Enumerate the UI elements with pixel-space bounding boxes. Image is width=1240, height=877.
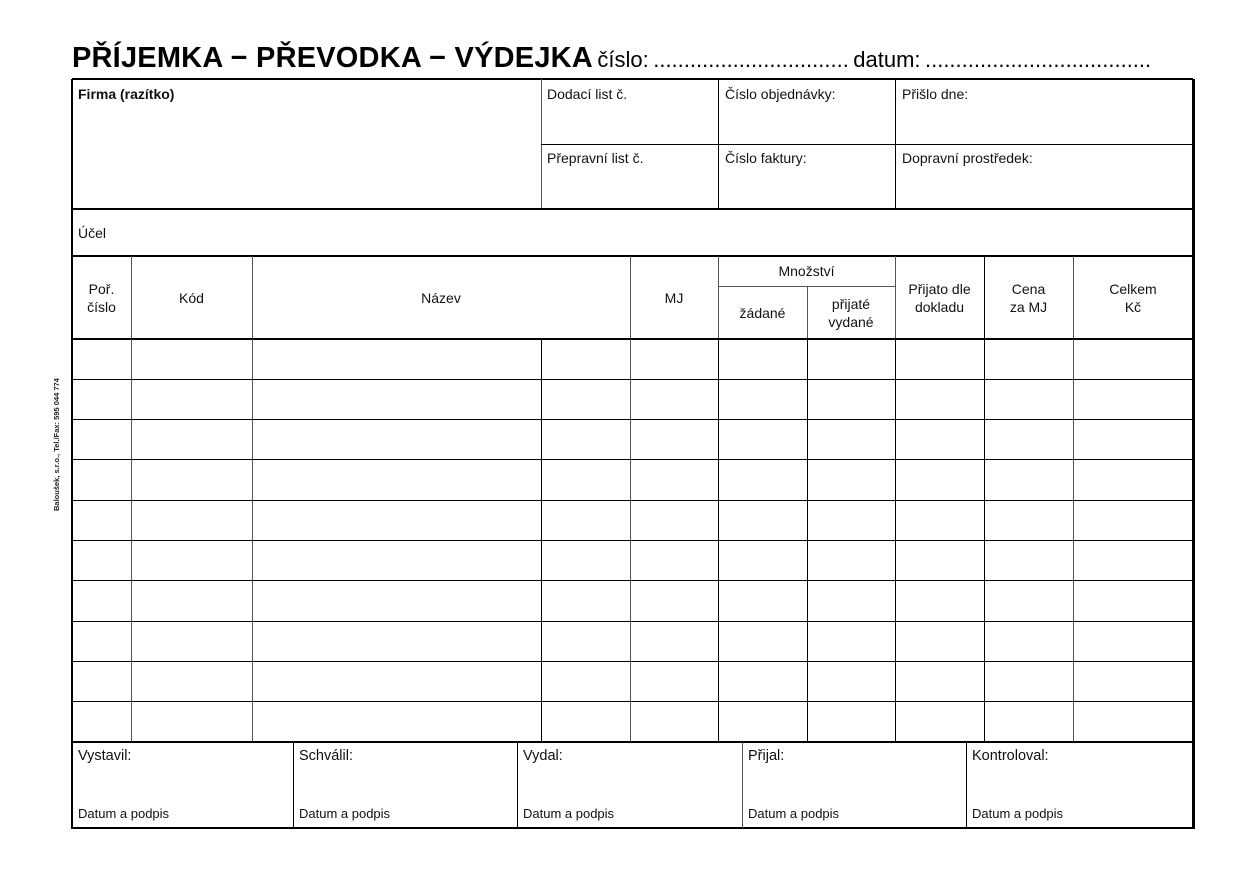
cell-nazev-b[interactable] [541, 581, 630, 621]
cell-celkem-kc[interactable] [1073, 379, 1193, 419]
cell-nazev-a[interactable] [252, 621, 541, 661]
vertical-rule [1073, 256, 1074, 339]
header-celkem-kc [1073, 256, 1193, 339]
cell-celkem-kc[interactable] [1073, 339, 1193, 379]
header-zadane: žádané [739, 304, 786, 321]
table-row [72, 661, 1193, 701]
cell-cena-za-mj[interactable] [984, 339, 1073, 379]
cell-nazev-b[interactable] [541, 702, 630, 742]
header-celkem-line2: Kč [1124, 298, 1142, 315]
header-cena-line1: Cena [1011, 280, 1046, 297]
ucel-field[interactable] [72, 209, 1193, 256]
vertical-rule [966, 742, 967, 828]
cell-prijate-vydane[interactable] [807, 661, 895, 701]
cell-cena-za-mj[interactable] [984, 661, 1073, 701]
cell-cena-za-mj[interactable] [984, 420, 1073, 460]
header-kod: Kód [179, 289, 204, 306]
row-divider [72, 540, 1193, 541]
cell-celkem-kc[interactable] [1073, 500, 1193, 540]
header-prijate-line2: vydané [828, 313, 874, 330]
number-field[interactable]: ................................ [653, 47, 849, 72]
cell-por-cislo[interactable] [72, 379, 131, 419]
header-por-cislo [72, 256, 131, 339]
cislo-objednavky-label: Číslo objednávky: [725, 86, 836, 102]
cell-prijato-dle-dokladu[interactable] [895, 460, 984, 500]
dopravni-prostredek-label: Dopravní prostředek: [902, 150, 1033, 166]
vertical-rule [718, 256, 719, 339]
cell-zadane[interactable] [718, 460, 807, 500]
table-row [72, 541, 1193, 581]
cell-nazev-a[interactable] [252, 339, 541, 379]
cell-kod[interactable] [131, 541, 252, 581]
frame-left [71, 79, 74, 829]
cell-por-cislo[interactable] [72, 702, 131, 742]
signature-field[interactable] [742, 742, 966, 828]
cell-prijato-dle-dokladu[interactable] [895, 379, 984, 419]
cell-prijate-vydane[interactable] [807, 500, 895, 540]
cell-nazev-a[interactable] [252, 661, 541, 701]
header-prijato-dle-dokladu [895, 256, 984, 339]
section-divider [72, 255, 1193, 257]
frame-right [1192, 79, 1195, 829]
horizontal-rule [718, 286, 895, 287]
prislo-dne-label: Přišlo dne: [902, 86, 969, 102]
table-row [72, 420, 1193, 460]
cell-prijato-dle-dokladu[interactable] [895, 581, 984, 621]
cell-zadane[interactable] [718, 379, 807, 419]
cell-zadane[interactable] [718, 661, 807, 701]
date-signature-label: Datum a podpis [748, 806, 840, 821]
signature-role-label: Vystavil: [78, 748, 132, 764]
printer-imprint [50, 368, 64, 513]
header-celkem-line1: Celkem [1109, 280, 1157, 297]
signature-role-label: Vydal: [523, 748, 563, 764]
cell-celkem-kc[interactable] [1073, 420, 1193, 460]
table-row [72, 702, 1193, 742]
cell-celkem-kc[interactable] [1073, 460, 1193, 500]
header-divider [72, 338, 1193, 341]
date-label: datum: [853, 47, 921, 72]
table-row [72, 500, 1193, 540]
date-signature-label: Datum a podpis [972, 806, 1064, 821]
cell-nazev-b[interactable] [541, 661, 630, 701]
frame-top [72, 78, 1193, 80]
row-divider [72, 500, 1193, 501]
header-cena-za-mj [984, 256, 1073, 339]
footer-divider [72, 741, 1193, 744]
signature-field[interactable] [966, 742, 1193, 828]
header-mnozstvi: Množství [778, 263, 835, 279]
date-field[interactable]: ..................................... [924, 47, 1152, 72]
cell-prijate-vydane[interactable] [807, 541, 895, 581]
vertical-rule [984, 256, 985, 339]
cell-nazev-b[interactable] [541, 420, 630, 460]
cell-cena-za-mj[interactable] [984, 500, 1073, 540]
table-row [72, 581, 1193, 621]
cell-mj[interactable] [630, 621, 718, 661]
cell-mj[interactable] [630, 702, 718, 742]
row-divider [72, 379, 1193, 380]
cell-por-cislo[interactable] [72, 581, 131, 621]
cell-cena-za-mj[interactable] [984, 702, 1073, 742]
table-row [72, 379, 1193, 419]
cell-por-cislo[interactable] [72, 420, 131, 460]
date-signature-label: Datum a podpis [299, 806, 391, 821]
signature-field[interactable] [293, 742, 517, 828]
cell-nazev-b[interactable] [541, 500, 630, 540]
cell-prijato-dle-dokladu[interactable] [895, 541, 984, 581]
cell-kod[interactable] [131, 581, 252, 621]
table-row [72, 621, 1193, 661]
cell-prijato-dle-dokladu[interactable] [895, 500, 984, 540]
header-prijate-vydane [807, 286, 895, 339]
cell-mj[interactable] [630, 420, 718, 460]
frame-bottom [72, 827, 1194, 830]
cell-por-cislo[interactable] [72, 500, 131, 540]
cell-cena-za-mj[interactable] [984, 621, 1073, 661]
cell-mj[interactable] [630, 541, 718, 581]
cell-prijato-dle-dokladu[interactable] [895, 661, 984, 701]
row-divider [72, 621, 1193, 622]
cell-prijato-dle-dokladu[interactable] [895, 621, 984, 661]
cell-nazev-a[interactable] [252, 460, 541, 500]
header-por-cislo-line2: číslo [87, 298, 116, 315]
cell-celkem-kc[interactable] [1073, 661, 1193, 701]
cell-nazev-a[interactable] [252, 379, 541, 419]
signature-role-label: Schválil: [299, 748, 353, 764]
ucel-label: Účel [78, 225, 107, 241]
horizontal-rule [541, 144, 1193, 145]
cell-kod[interactable] [131, 661, 252, 701]
vertical-rule [742, 742, 743, 828]
date-signature-label: Datum a podpis [523, 806, 615, 821]
firma-label: Firma (razítko) [78, 86, 175, 102]
vertical-rule [807, 286, 808, 339]
cell-cena-za-mj[interactable] [984, 379, 1073, 419]
section-divider [72, 208, 1193, 211]
cell-zadane[interactable] [718, 621, 807, 661]
cell-nazev-a[interactable] [252, 420, 541, 460]
cell-prijate-vydane[interactable] [807, 420, 895, 460]
dodaci-list-label: Dodací list č. [547, 86, 628, 102]
cell-por-cislo[interactable] [72, 621, 131, 661]
cell-cena-za-mj[interactable] [984, 460, 1073, 500]
signature-field[interactable] [517, 742, 742, 828]
number-label: číslo: [597, 47, 649, 72]
form-title [72, 42, 1151, 75]
cell-zadane[interactable] [718, 500, 807, 540]
cell-nazev-a[interactable] [252, 581, 541, 621]
row-divider [72, 701, 1193, 702]
cell-mj[interactable] [630, 500, 718, 540]
cell-mj[interactable] [630, 460, 718, 500]
cell-por-cislo[interactable] [72, 460, 131, 500]
cell-nazev-a[interactable] [252, 541, 541, 581]
cell-nazev-b[interactable] [541, 541, 630, 581]
cell-prijate-vydane[interactable] [807, 460, 895, 500]
prepravni-list-label: Přepravní list č. [547, 150, 644, 166]
cell-zadane[interactable] [718, 702, 807, 742]
signature-field[interactable] [72, 742, 293, 828]
cell-prijato-dle-dokladu[interactable] [895, 339, 984, 379]
header-prijato-line2: dokladu [914, 298, 965, 315]
cell-mj[interactable] [630, 661, 718, 701]
cell-kod[interactable] [131, 379, 252, 419]
table-row [72, 339, 1193, 379]
header-mj: MJ [664, 289, 684, 306]
cell-prijato-dle-dokladu[interactable] [895, 702, 984, 742]
cell-prijate-vydane[interactable] [807, 339, 895, 379]
signature-role-label: Kontroloval: [972, 748, 1049, 764]
cislo-faktury-label: Číslo faktury: [725, 150, 807, 166]
cell-kod[interactable] [131, 702, 252, 742]
header-por-cislo-line1: Poř. [88, 280, 115, 297]
row-divider [72, 419, 1193, 420]
cell-mj[interactable] [630, 581, 718, 621]
cell-cena-za-mj[interactable] [984, 581, 1073, 621]
vertical-rule [517, 742, 518, 828]
cell-prijate-vydane[interactable] [807, 379, 895, 419]
signature-role-label: Přijal: [748, 748, 785, 764]
row-divider [72, 459, 1193, 460]
cell-mj[interactable] [630, 339, 718, 379]
cell-celkem-kc[interactable] [1073, 581, 1193, 621]
cell-zadane[interactable] [718, 420, 807, 460]
cell-mj[interactable] [630, 379, 718, 419]
cell-por-cislo[interactable] [72, 339, 131, 379]
cell-prijate-vydane[interactable] [807, 621, 895, 661]
row-divider [72, 580, 1193, 581]
cell-prijate-vydane[interactable] [807, 702, 895, 742]
cell-zadane[interactable] [718, 581, 807, 621]
cell-nazev-a[interactable] [252, 500, 541, 540]
cell-por-cislo[interactable] [72, 661, 131, 701]
table-row [72, 460, 1193, 500]
cell-celkem-kc[interactable] [1073, 621, 1193, 661]
header-nazev: Název [421, 289, 461, 306]
cell-kod[interactable] [131, 500, 252, 540]
vertical-rule [293, 742, 294, 828]
row-divider [72, 661, 1193, 662]
cell-zadane[interactable] [718, 339, 807, 379]
cell-celkem-kc[interactable] [1073, 702, 1193, 742]
cell-nazev-a[interactable] [252, 702, 541, 742]
vertical-rule [252, 256, 253, 339]
date-signature-label: Datum a podpis [78, 806, 170, 821]
cell-kod[interactable] [131, 460, 252, 500]
header-cena-line2: za MJ [1009, 298, 1048, 315]
vertical-rule [131, 256, 132, 339]
document-type-title: PŘÍJEMKA − PŘEVODKA − VÝDEJKA [72, 42, 593, 74]
cell-kod[interactable] [131, 339, 252, 379]
vertical-rule [630, 256, 631, 339]
vertical-rule [895, 256, 896, 339]
cell-celkem-kc[interactable] [1073, 541, 1193, 581]
cell-kod[interactable] [131, 621, 252, 661]
cell-por-cislo[interactable] [72, 541, 131, 581]
cell-zadane[interactable] [718, 541, 807, 581]
cell-nazev-b[interactable] [541, 460, 630, 500]
cell-kod[interactable] [131, 420, 252, 460]
cell-prijate-vydane[interactable] [807, 581, 895, 621]
cell-nazev-b[interactable] [541, 339, 630, 379]
cell-nazev-b[interactable] [541, 621, 630, 661]
cell-cena-za-mj[interactable] [984, 541, 1073, 581]
cell-nazev-b[interactable] [541, 379, 630, 419]
cell-prijato-dle-dokladu[interactable] [895, 420, 984, 460]
header-prijato-line1: Přijato dle [908, 280, 971, 297]
header-prijate-line1: přijaté [831, 295, 871, 312]
printer-imprint-text: Baloušek, s.r.o., Tel./Fax: 595 044 774 [52, 378, 61, 511]
